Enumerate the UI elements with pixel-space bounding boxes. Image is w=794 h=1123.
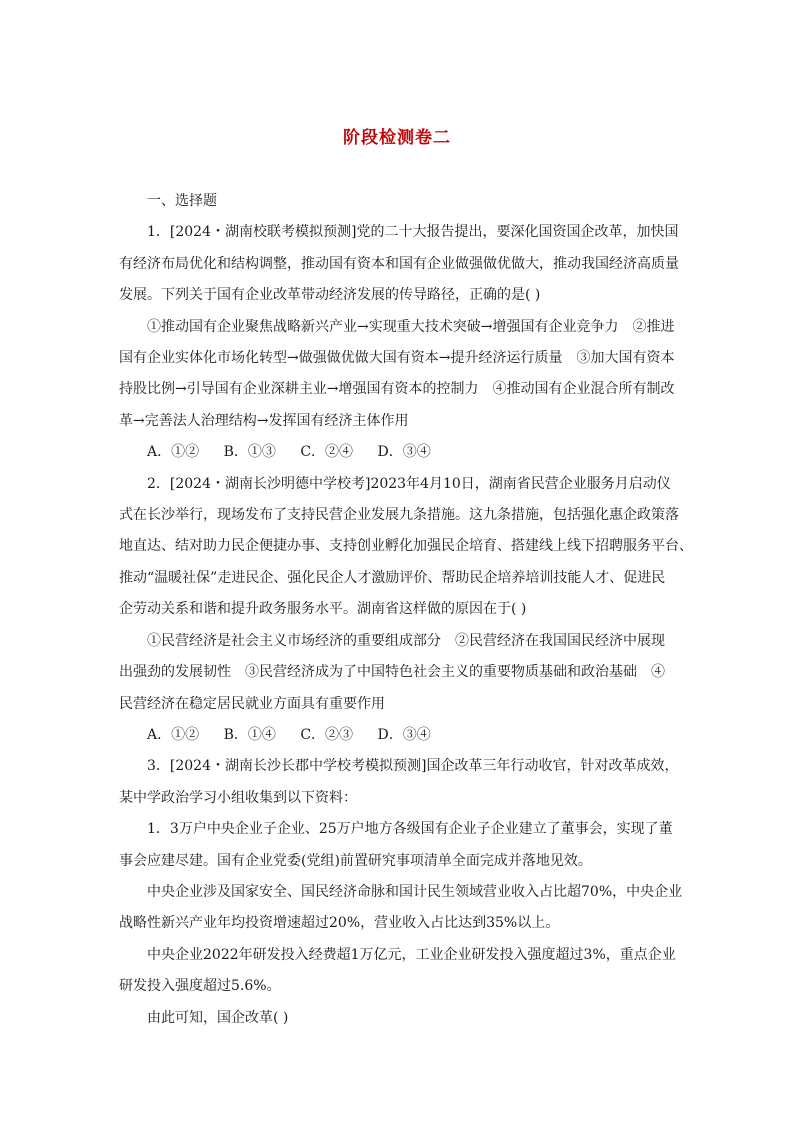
q3-conclusion: 由此可知，国企改革( ) [147,1009,289,1026]
q2-stem-line-5: 企劳动关系和谐和提升政务服务水平。湖南省这样做的原因在于( ) [119,601,527,618]
q2-statement-line-2: 出强劲的发展韧性 ③民营经济成为了中国特色社会主义的重要物质基础和政治基础 ④ [119,664,665,681]
q3-material1-line-1: 1．3万户中央企业子企业、25万户地方各级国有企业子企业建立了董事会，实现了董 [147,821,673,838]
q1-stem-line-3: 发展。下列关于国有企业改革带动经济发展的传导路径，正确的是( ) [119,287,541,304]
q1-statement-line-3: 持股比例→引导国有企业深耕主业→增强国有资本的控制力 ④推动国有企业混合所有制改 [119,381,675,398]
section-heading: 一、选择题 [147,193,217,209]
q2-stem-line-2: 式在长沙举行，现场发布了支持民营企业发展九条措施。这九条措施，包括强化惠企政策落 [119,507,679,524]
q1-option-b[interactable]: B．①③ [223,444,276,461]
q2-option-b[interactable]: B．①④ [223,726,276,743]
q3-material2-line-2: 战略性新兴产业年均投资增速超过20%，营业收入占比达到35%以上。 [119,915,560,932]
q1-option-a[interactable]: A．①② [147,444,200,461]
q1-option-d[interactable]: D．③④ [377,444,431,461]
q1-statement-line-1: ①推动国有企业聚焦战略新兴产业→实现重大技术突破→增强国有企业竞争力 ②推进 [147,318,675,335]
q1-stem-line-1: 1．[2024・湖南校联考模拟预测]党的二十大报告提出，要深化国资国企改革，加快国 [147,224,679,241]
q1-option-c[interactable]: C．②④ [300,444,354,461]
q1-statement-line-4: 革→完善法人治理结构→发挥国有经济主体作用 [119,412,409,429]
q2-statement-line-1: ①民营经济是社会主义市场经济的重要组成部分 ②民营经济在我国国民经济中展现 [147,632,665,649]
q1-statement-line-2: 国有企业实体化市场化转型→做强做优做大国有资本→提升经济运行质量 ③加大国有资本 [119,350,675,367]
document-title: 阶段检测卷二 [343,128,451,148]
q2-option-d[interactable]: D．③④ [377,726,431,743]
q3-material3-line-2: 研发投入强度超过5.6%。 [119,978,281,995]
q1-options [119,437,675,468]
q2-stem-line-1: 2．[2024・湖南长沙明德中学校考]2023年4月10日，湖南省民营企业服务月启动仪 [147,475,671,492]
q3-material3-line-1: 中央企业2022年研发投入经费超1万亿元，工业企业研发投入强度超过3%，重点企业 [147,946,676,963]
q2-option-c[interactable]: C．②③ [300,726,354,743]
q3-stem-line-2: 某中学政治学习小组收集到以下资料： [119,789,357,806]
document-page [119,128,693,1034]
q2-option-a[interactable]: A．①② [147,726,200,743]
q2-statement-line-3: 民营经济在稳定居民就业方面具有重要作用 [119,695,385,712]
q2-stem-line-4: 推动“温暖社保”走进民企、强化民企人才激励评价、帮助民企培养培训技能人才、促进民 [119,569,666,586]
q3-material1-line-2: 事会应建尽建。国有企业党委(党组)前置研究事项清单全面完成并落地见效。 [119,852,592,869]
q1-stem-line-2: 有经济布局优化和结构调整，推动国有资本和国有企业做强做优做大，推动我国经济高质量 [119,255,679,272]
q3-material2-line-1: 中央企业涉及国家安全、国民经济命脉和国计民生领域营业收入占比超70%，中央企业 [147,883,683,900]
q2-stem-line-3: 地直达、结对助力民企便捷办事、支持创业孵化加强民企培育、搭建线上线下招聘服务平台、 [119,538,693,555]
q2-options [119,720,675,751]
q3-stem-line-1: 3．[2024・湖南长沙长郡中学校考模拟预测]国企改革三年行动收官，针对改革成效， [147,758,679,775]
